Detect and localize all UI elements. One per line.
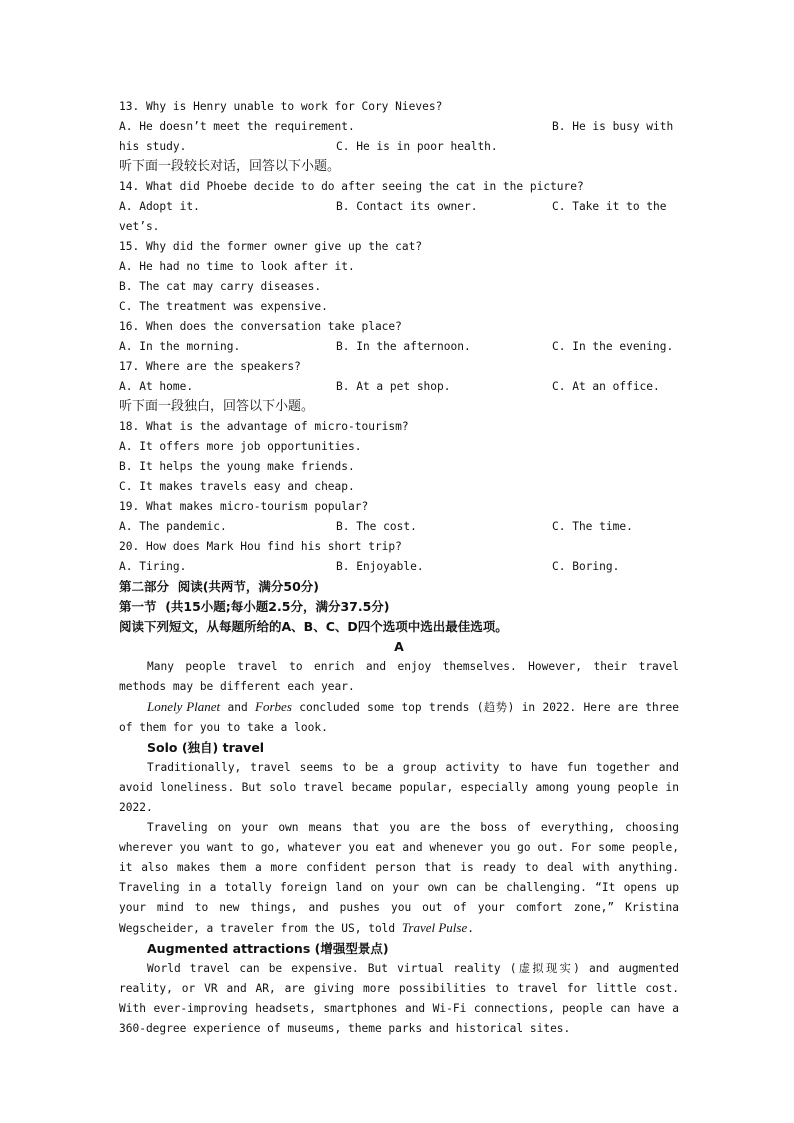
q13-options-row-2 xyxy=(119,137,679,157)
q14-options-row xyxy=(119,197,679,217)
q20-option-a: A. Tiring. xyxy=(119,560,187,573)
monologue-instruction: 听下面一段独白，回答以下小题。 xyxy=(119,399,315,414)
paragraph-2-and: and xyxy=(220,701,256,714)
passage-label: A xyxy=(394,639,404,654)
q13-option-b: B. He is busy with xyxy=(552,120,674,133)
section1-title: 第一节 (共15小题;每小题2.5分，满分37.5分) xyxy=(119,599,390,614)
q13-option-b-cont: his study. xyxy=(119,140,187,153)
q16-stem: 16. When does the conversation take place? xyxy=(119,320,402,333)
paragraph-4-main: Traveling on your own means that you are the boss of everything, choosing wherever you want to go, whatever you eat and whenever you go out. For some people, it also makes them a more confident person that is ready to deal with anything. Traveling in a totally foreign land on your own can be challenging. “It opens up your mind to new things, and pushes you out of your comfort zone,” Kristina Wegscheider, a traveler from the US, told xyxy=(119,821,679,935)
q14-option-b: B. Contact its owner. xyxy=(336,200,478,213)
source-travel-pulse: Travel Pulse xyxy=(401,920,468,935)
dialogue-instruction: 听下面一段较长对话，回答以下小题。 xyxy=(119,159,341,174)
source-lonely-planet: Lonely Planet xyxy=(147,699,221,714)
heading-augmented-attractions: Augmented attractions (增强型景点) xyxy=(147,941,389,956)
q13-option-a: A. He doesn’t meet the requirement. xyxy=(119,120,355,133)
paragraph-1: Many people travel to enrich and enjoy themselves. However, their travel methods may be different each year. xyxy=(119,660,679,693)
q15-option-a: A. He had no time to look after it. xyxy=(119,260,355,273)
q19-options-row xyxy=(119,517,679,537)
q15-option-b: B. The cat may carry diseases. xyxy=(119,280,322,293)
q18-option-c: C. It makes travels easy and cheap. xyxy=(119,480,355,493)
q20-option-c: C. Boring. xyxy=(552,560,620,573)
q18-option-a: A. It offers more job opportunities. xyxy=(119,440,362,453)
paragraph-3: Traditionally, travel seems to be a group activity to have fun together and avoid loneliness. But solo travel became popular, especially among young people in 2022. xyxy=(119,761,679,814)
q14-stem: 14. What did Phoebe decide to do after seeing the cat in the picture? xyxy=(119,180,584,193)
q19-option-b: B. The cost. xyxy=(336,520,417,533)
q17-option-c: C. At an office. xyxy=(552,380,660,393)
q16-option-a: A. In the morning. xyxy=(119,340,241,353)
q17-option-a: A. At home. xyxy=(119,380,194,393)
q19-option-c: C. The time. xyxy=(552,520,633,533)
paragraph-2-rest: concluded some top trends (趋势) in 2022. Here are three of them for you to take a look. xyxy=(119,701,679,734)
paragraph-4-end: . xyxy=(467,922,474,935)
q14-option-c-cont: vet’s. xyxy=(119,220,160,233)
q20-option-b: B. Enjoyable. xyxy=(336,560,424,573)
exam-page xyxy=(119,97,679,1039)
heading-solo-travel: Solo (独自) travel xyxy=(147,740,265,755)
q16-option-c: C. In the evening. xyxy=(552,340,674,353)
q16-options-row xyxy=(119,337,679,357)
q17-option-b: B. At a pet shop. xyxy=(336,380,451,393)
q15-stem: 15. Why did the former owner give up the cat? xyxy=(119,240,423,253)
q18-stem: 18. What is the advantage of micro-tourism? xyxy=(119,420,409,433)
q13-option-c: C. He is in poor health. xyxy=(336,140,498,153)
q17-options-row xyxy=(119,377,679,397)
q13-options-row xyxy=(119,117,679,137)
q13-stem: 13. Why is Henry unable to work for Cory Nieves? xyxy=(119,100,443,113)
q20-stem: 20. How does Mark Hou find his short trip? xyxy=(119,540,402,553)
q19-stem: 19. What makes micro-tourism popular? xyxy=(119,500,369,513)
q20-options-row xyxy=(119,557,679,577)
q14-option-a: A. Adopt it. xyxy=(119,200,200,213)
paragraph-5: World travel can be expensive. But virtual reality (虚拟现实) and augmented reality, or VR and AR, are giving more possibilities to travel for little cost. With ever-improving headsets, smartphones and Wi-Fi connections, people can have a 360-degree experience of museums, theme parks and historical sites. xyxy=(119,962,679,1035)
q19-option-a: A. The pandemic. xyxy=(119,520,227,533)
part2-title: 第二部分 阅读(共两节，满分50分) xyxy=(119,579,320,594)
q16-option-b: B. In the afternoon. xyxy=(336,340,471,353)
q15-option-c: C. The treatment was expensive. xyxy=(119,300,328,313)
source-forbes: Forbes xyxy=(255,699,292,714)
q17-stem: 17. Where are the speakers? xyxy=(119,360,301,373)
q14-option-c: C. Take it to the xyxy=(552,200,667,213)
q18-option-b: B. It helps the young make friends. xyxy=(119,460,355,473)
paragraph-4 xyxy=(119,818,679,939)
section1-instruction: 阅读下列短文，从每题所给的A、B、C、D四个选项中选出最佳选项。 xyxy=(119,619,508,634)
paragraph-2 xyxy=(119,697,679,738)
